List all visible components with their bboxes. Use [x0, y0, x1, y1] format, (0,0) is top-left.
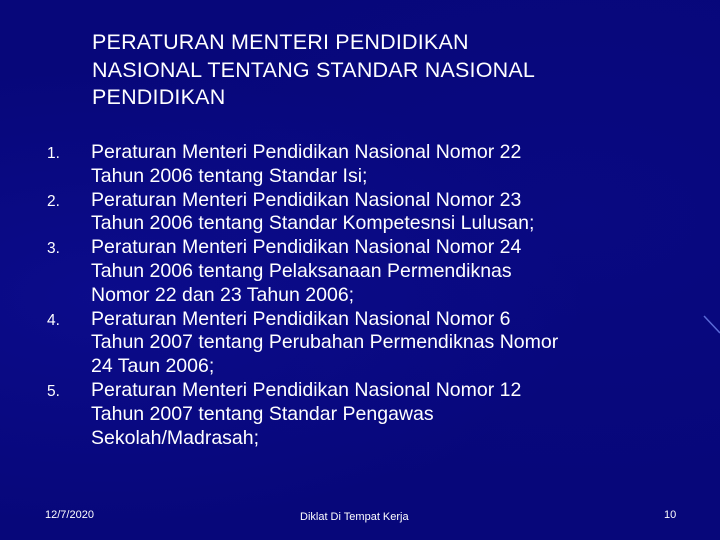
list-item-text: Tahun 2006 tentang Pelaksanaan Permendiknas — [91, 259, 512, 282]
regulation-list — [0, 141, 700, 450]
list-item-text: Peraturan Menteri Pendidikan Nasional Nomor 12 — [91, 378, 522, 401]
list-item — [0, 141, 700, 189]
list-item-text: Sekolah/Madrasah; — [91, 426, 260, 449]
list-item — [0, 189, 700, 237]
list-item-text: Peraturan Menteri Pendidikan Nasional Nomor 22 — [91, 141, 522, 163]
list-item-text: Tahun 2006 tentang Standar Isi; — [91, 164, 368, 187]
list-item-text: Tahun 2007 tentang Standar Pengawas — [91, 402, 434, 425]
list-item-number: 2. — [47, 192, 60, 210]
list-item-text: 24 Taun 2006; — [91, 355, 215, 378]
list-item-text: Tahun 2007 tentang Perubahan Permendiknas Nomor — [91, 331, 559, 354]
list-item-text: Peraturan Menteri Pendidikan Nasional Nomor 24 — [91, 236, 522, 259]
list-item-text: Nomor 22 dan 23 Tahun 2006; — [91, 283, 355, 306]
list-item — [0, 379, 700, 450]
page-number: 10 — [664, 509, 677, 521]
title-line: PENDIDIKAN — [92, 85, 226, 109]
title-line: NASIONAL TENTANG STANDAR NASIONAL — [92, 57, 536, 82]
list-item-text: Peraturan Menteri Pendidikan Nasional Nomor 23 — [91, 188, 522, 211]
list-item-text: Tahun 2006 tentang Standar Kompetesnsi Lulusan; — [91, 212, 535, 235]
list-item-number: 4. — [47, 311, 60, 329]
list-item-number: 5. — [47, 382, 60, 400]
list-item-number: 1. — [47, 145, 60, 162]
footer-title: Diklat Di Tempat Kerja — [300, 511, 409, 523]
list-item-text: Peraturan Menteri Pendidikan Nasional Nomor 6 — [91, 307, 511, 330]
footer-date: 12/7/2020 — [45, 509, 94, 521]
list-item — [0, 236, 700, 307]
slide-title — [92, 29, 692, 112]
list-item — [0, 308, 700, 379]
title-line: PERATURAN MENTERI PENDIDIKAN — [92, 30, 469, 54]
list-item-number: 3. — [47, 240, 60, 258]
